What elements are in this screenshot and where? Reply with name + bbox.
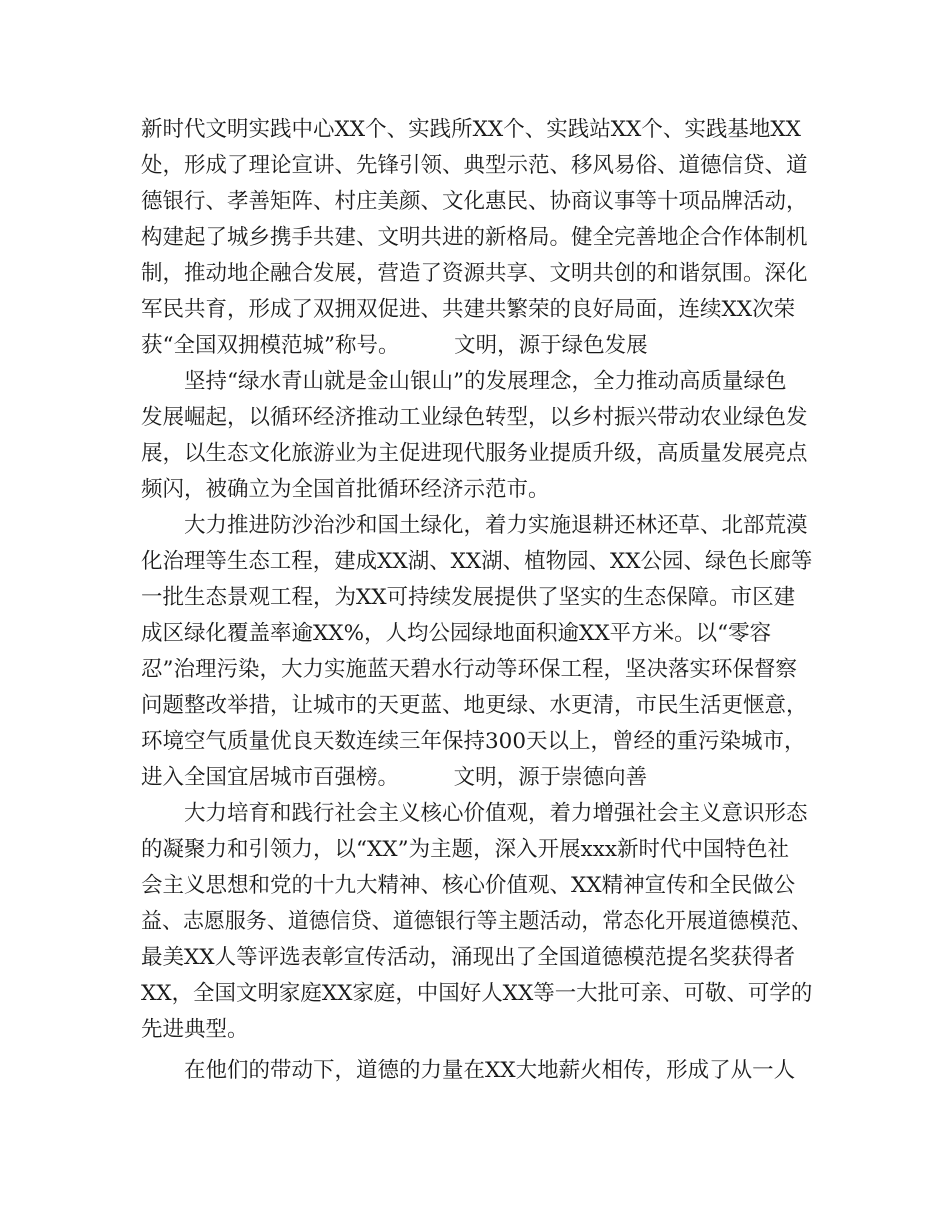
text-line: 制，推动地企融合发展，营造了资源共享、文明共创的和谐氛围。深化: [141, 261, 808, 286]
paragraph-first-line: 大力推进防沙治沙和国土绿化，着力实施退耕还林还草、北部荒漠: [184, 513, 808, 538]
text-line: 进入全国宜居城市百强榜。 文明，源于崇德向善: [141, 765, 648, 790]
text-line: 军民共育，形成了双拥双促进、共建共繁荣的良好局面，连续XX次荣: [141, 297, 796, 322]
paragraph-first-line: 坚持“绿水青山就是金山银山”的发展理念，全力推动高质量绿色: [184, 369, 787, 394]
text-line: 德银行、孝善矩阵、村庄美颜、文化惠民、协商议事等十项品牌活动，: [141, 189, 808, 214]
text-line: XX，全国文明家庭XX家庭，中国好人XX等一大批可亲、可敬、可学的: [141, 981, 813, 1006]
text-line: 先进典型。: [141, 1017, 249, 1042]
paragraph-first-line: 在他们的带动下，道德的力量在XX大地薪火相传，形成了从一人: [184, 1058, 796, 1083]
paragraph-first-line: 大力培育和践行社会主义核心价值观，着力增强社会主义意识形态: [184, 801, 808, 826]
text-line: 环境空气质量优良天数连续三年保持300天以上，曾经的重污染城市，: [141, 729, 806, 754]
text-line: 会主义思想和党的十九大精神、核心价值观、XX精神宣传和全民做公: [141, 873, 796, 898]
text-line: 频闪，被确立为全国首批循环经济示范市。: [141, 477, 550, 502]
text-line: 问题整改举措，让城市的天更蓝、地更绿、水更清，市民生活更惬意，: [141, 693, 808, 718]
text-line: 成区绿化覆盖率逾XX%，人均公园绿地面积逾XX平方米。以“零容: [141, 621, 772, 646]
text-line: 化治理等生态工程，建成XX湖、XX湖、植物园、XX公园、绿色长廊等: [141, 549, 813, 574]
text-line: 益、志愿服务、道德信贷、道德银行等主题活动，常态化开展道德模范、: [141, 909, 813, 934]
text-line: 忍”治理污染，大力实施蓝天碧水行动等环保工程，坚决落实环保督察: [141, 657, 797, 682]
text-line: 一批生态景观工程，为XX可持续发展提供了坚实的生态保障。市区建: [141, 585, 796, 610]
text-line: 构建起了城乡携手共建、文明共进的新格局。健全完善地企合作体制机: [141, 225, 808, 250]
text-line: 最美XX人等评选表彰宣传活动，涌现出了全国道德模范提名奖获得者: [141, 945, 796, 970]
text-line: 发展崛起，以循环经济推动工业绿色转型，以乡村振兴带动农业绿色发: [141, 405, 808, 430]
text-line: 展，以生态文化旅游业为主促进现代服务业提质升级，高质量发展亮点: [141, 441, 808, 466]
text-line: 的凝聚力和引领力，以“XX”为主题，深入开展xxx新时代中国特色社: [141, 837, 789, 862]
text-line: 处，形成了理论宣讲、先锋引领、典型示范、移风易俗、道德信贷、道: [141, 153, 808, 178]
text-line: 获“全国双拥模范城”称号。 文明，源于绿色发展: [141, 333, 648, 358]
text-line: 新时代文明实践中心XX个、实践所XX个、实践站XX个、实践基地XX: [141, 117, 801, 142]
